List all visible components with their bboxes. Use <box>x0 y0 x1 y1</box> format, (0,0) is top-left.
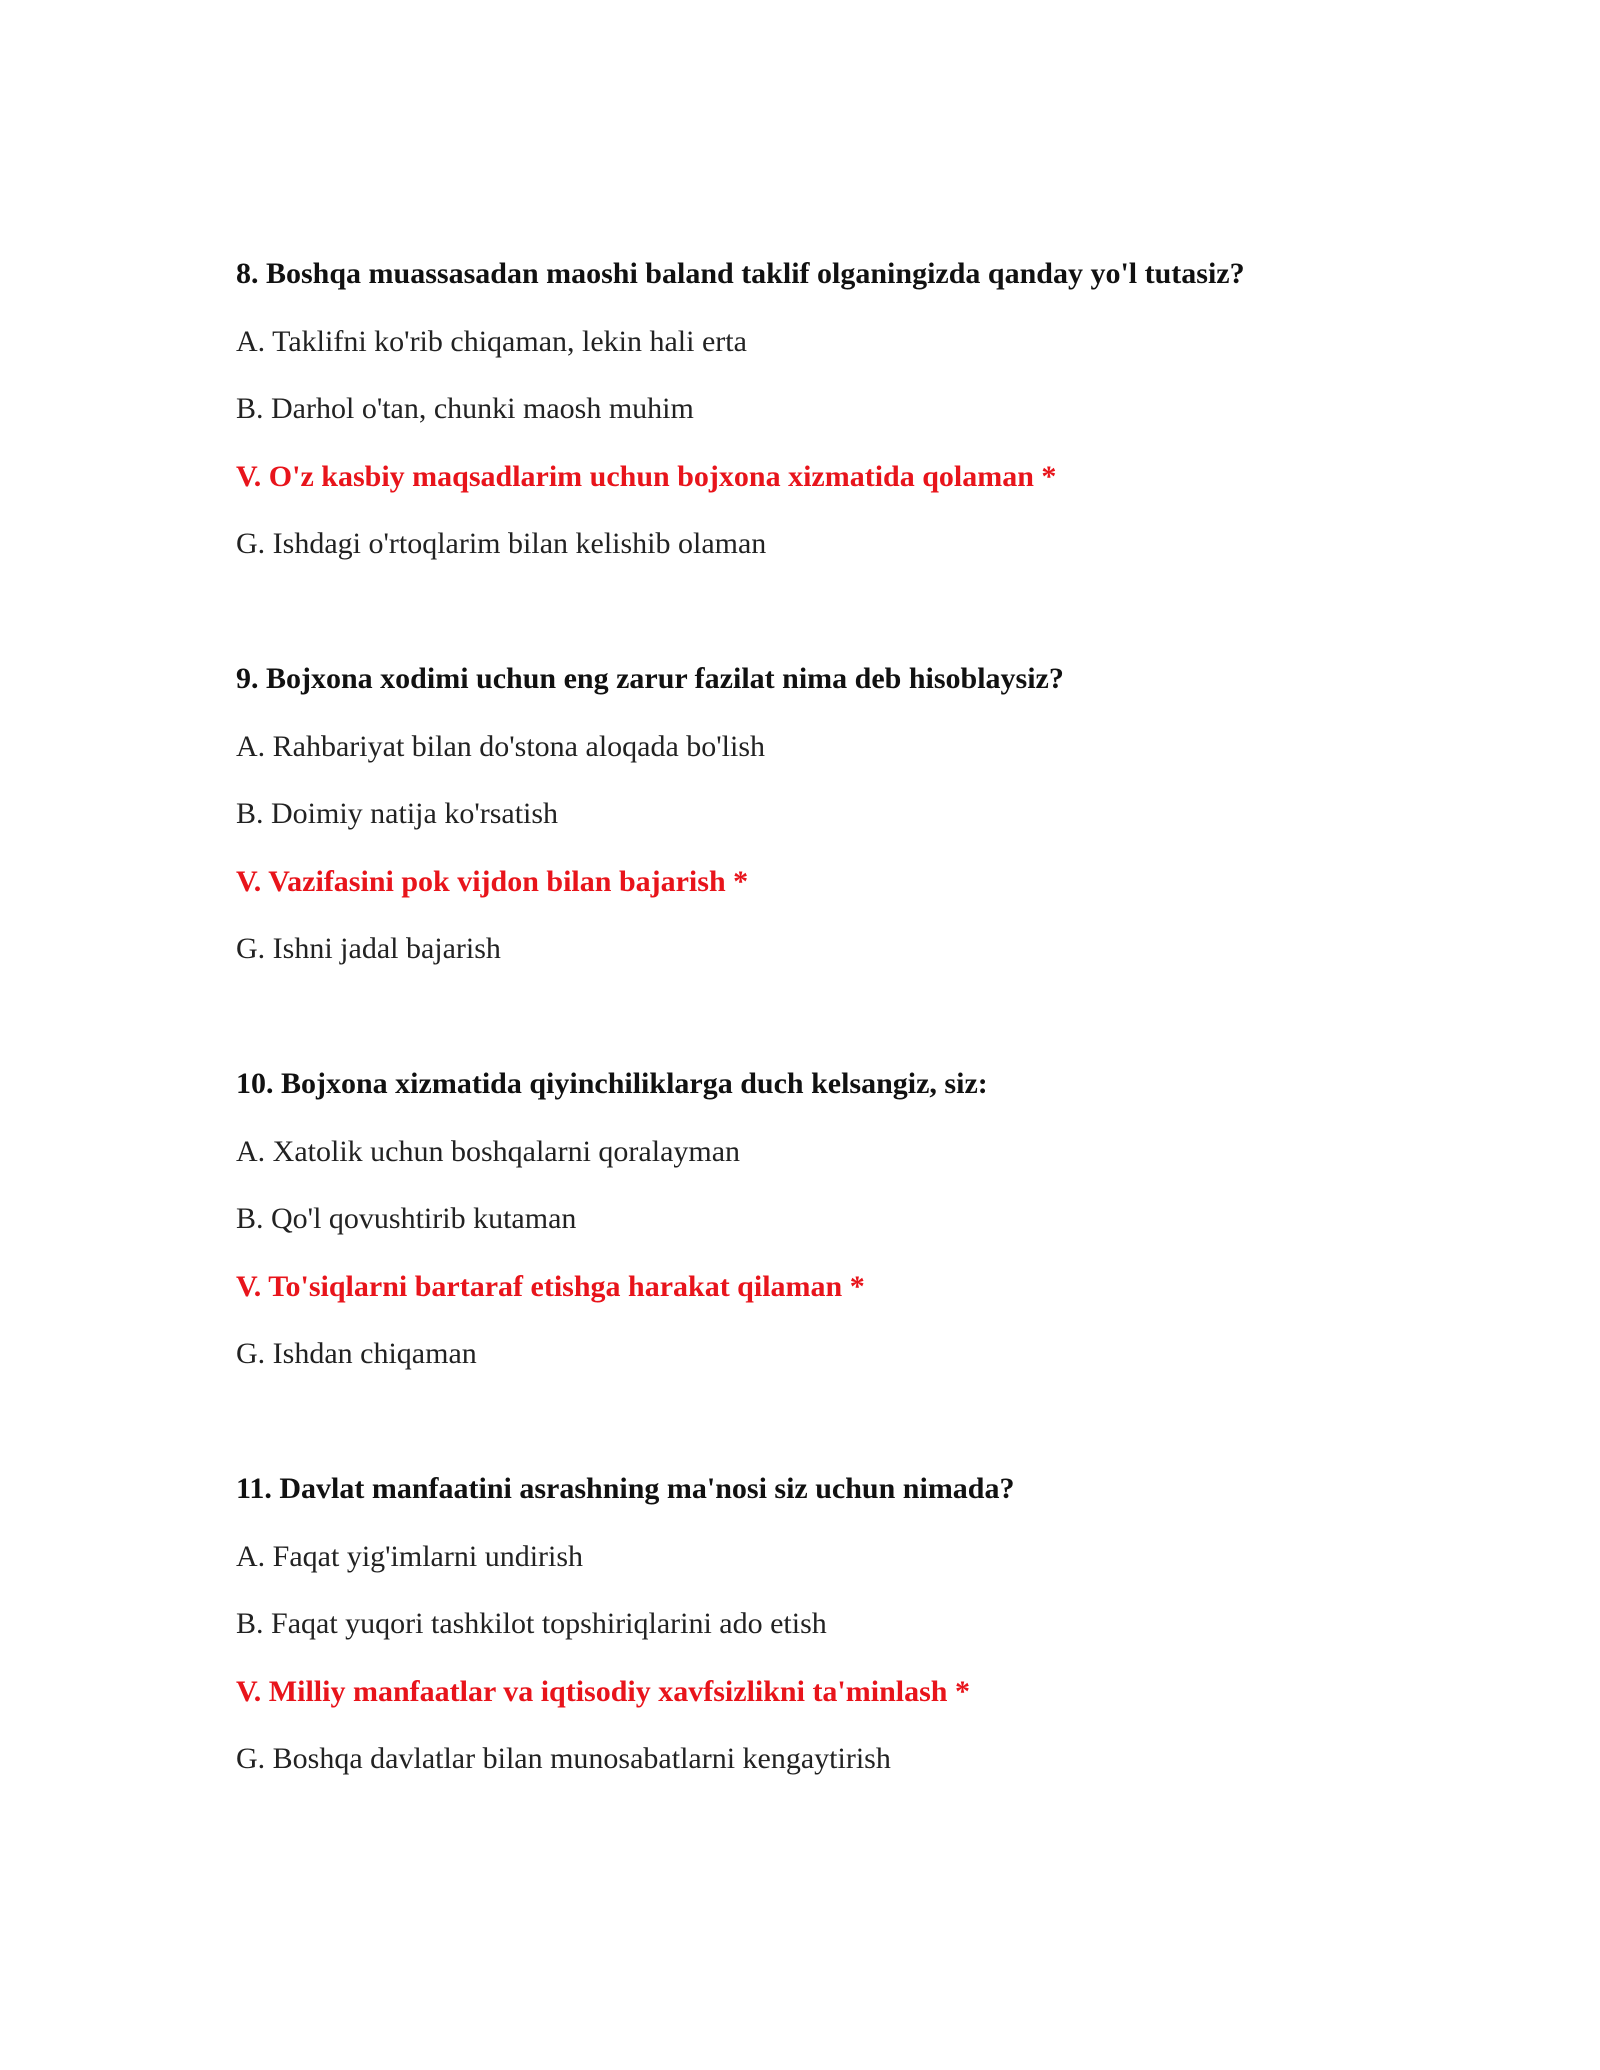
option-g: G. Boshqa davlatlar bilan munosabatlarni kengaytirish <box>236 1742 891 1775</box>
option-v-correct: V. O'z kasbiy maqsadlarim uchun bojxona xizmatida qolaman * <box>236 459 1057 493</box>
question-9 <box>236 657 1436 971</box>
option-a: A. Faqat yig'imlarni undirish <box>236 1539 584 1573</box>
option-g: G. Ishdan chiqaman <box>236 1337 477 1370</box>
option-b: B. Doimiy natija ko'rsatish <box>236 797 559 830</box>
option-b: B. Faqat yuqori tashkilot topshiriqlarini ado etish <box>236 1607 827 1640</box>
option-v-correct: V. To'siqlarni bartaraf etishga harakat qilaman * <box>236 1269 865 1303</box>
option-b: B. Qo'l qovushtirib kutaman <box>236 1202 577 1235</box>
option-a: A. Taklifni ko'rib chiqaman, lekin hali erta <box>236 324 747 358</box>
question-title: 11. Davlat manfaatini asrashning ma'nosi siz uchun nimada? <box>236 1472 1015 1505</box>
question-11 <box>236 1467 1436 1781</box>
option-g: G. Ishdagi o'rtoqlarim bilan kelishib olaman <box>236 527 767 560</box>
option-b: B. Darhol o'tan, chunki maosh muhim <box>236 392 694 425</box>
question-8 <box>236 252 1436 566</box>
option-a: A. Rahbariyat bilan do'stona aloqada bo'lish <box>236 729 766 763</box>
option-g: G. Ishni jadal bajarish <box>236 932 501 965</box>
question-title: 8. Boshqa muassasadan maoshi baland taklif olganingizda qanday yo'l tutasiz? <box>236 257 1245 290</box>
question-10 <box>236 1062 1436 1376</box>
option-v-correct: V. Vazifasini pok vijdon bilan bajarish * <box>236 864 749 898</box>
question-title: 10. Bojxona xizmatida qiyinchiliklarga duch kelsangiz, siz: <box>236 1067 988 1100</box>
question-title: 9. Bojxona xodimi uchun eng zarur fazilat nima deb hisoblaysiz? <box>236 662 1064 695</box>
option-a: A. Xatolik uchun boshqalarni qoralayman <box>236 1134 741 1168</box>
option-v-correct: V. Milliy manfaatlar va iqtisodiy xavfsizlikni ta'minlash * <box>236 1674 970 1708</box>
